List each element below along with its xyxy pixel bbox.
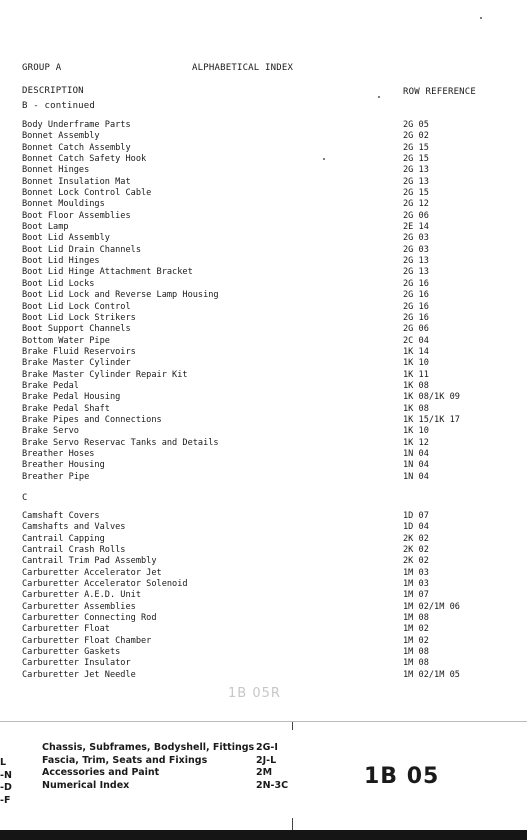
entry-row-reference: 2G 16	[403, 278, 429, 289]
entry-description: Brake Master Cylinder Repair Kit	[22, 369, 188, 380]
section-c-list	[22, 511, 502, 681]
entry-description: Brake Pedal	[22, 380, 79, 391]
index-entry	[22, 545, 502, 556]
footer-index-label: Fascia, Trim, Seats and Fixings	[42, 754, 208, 766]
index-entry	[22, 579, 502, 590]
entry-description: Brake Pedal Shaft	[22, 403, 110, 414]
entry-row-reference: 2G 06	[403, 210, 429, 221]
entry-description: Carburetter Accelerator Jet	[22, 567, 162, 578]
scan-edge-bar	[0, 830, 527, 840]
edge-letter: -F	[0, 794, 11, 806]
index-entry	[22, 267, 502, 278]
entry-row-reference: 2E 14	[403, 222, 429, 233]
entry-description: Carburetter Assemblies	[22, 601, 136, 612]
index-entry	[22, 165, 502, 176]
index-entry	[22, 404, 502, 415]
entry-row-reference: 1K 10	[403, 358, 429, 369]
entry-description: Cantrail Crash Rolls	[22, 545, 126, 556]
entry-row-reference: 2G 16	[403, 301, 429, 312]
scan-speck	[378, 96, 380, 98]
entry-row-reference: 1K 11	[403, 369, 429, 380]
entry-row-reference: 2G 15	[403, 188, 429, 199]
entry-row-reference: 1M 07	[403, 590, 429, 601]
scan-speck	[480, 17, 482, 19]
index-entry	[22, 199, 502, 210]
entry-row-reference: 2G 06	[403, 324, 429, 335]
entry-description: Boot Lid Lock Strikers	[22, 312, 136, 323]
entry-description: Bonnet Catch Assembly	[22, 142, 131, 153]
group-label: GROUP A	[22, 63, 62, 73]
entry-row-reference: 1N 04	[403, 471, 429, 482]
entry-description: Boot Lid Hinges	[22, 256, 100, 267]
entry-row-reference: 1N 04	[403, 460, 429, 471]
entry-description: Camshaft Covers	[22, 511, 100, 521]
entry-description: Cantrail Capping	[22, 533, 105, 544]
entry-description: Carburetter Float Chamber	[22, 635, 152, 646]
entry-row-reference: 2G 13	[403, 256, 429, 267]
entry-row-reference: 1K 14	[403, 346, 429, 357]
entry-row-reference: 1M 03	[403, 567, 429, 578]
edge-letter: -N	[0, 769, 12, 781]
faint-stamp: 1B 05R	[228, 686, 281, 701]
index-entry	[22, 415, 502, 426]
entry-row-reference: 1M 02	[403, 635, 429, 646]
entry-row-reference: 1K 08	[403, 403, 429, 414]
index-entry	[22, 449, 502, 460]
index-entry	[22, 177, 502, 188]
index-entry	[22, 143, 502, 154]
entry-row-reference: 2K 02	[403, 533, 429, 544]
entry-description: Boot Lid Assembly	[22, 233, 110, 244]
entry-row-reference: 1D 04	[403, 522, 429, 533]
entry-row-reference: 2G 15	[403, 142, 429, 153]
edge-letter: L	[0, 757, 7, 768]
entry-description: Breather Pipe	[22, 471, 90, 482]
entry-row-reference: 1M 02/1M 05	[403, 669, 460, 680]
index-entry	[22, 392, 502, 403]
entry-row-reference: 2G 03	[403, 244, 429, 255]
entry-row-reference: 2G 15	[403, 154, 429, 165]
entry-row-reference: 2G 16	[403, 312, 429, 323]
section-c-letter: C	[22, 493, 28, 503]
entry-description: Carburetter Jet Needle	[22, 669, 136, 680]
entry-row-reference: 2G 12	[403, 199, 429, 210]
entry-description: Bonnet Catch Safety Hook	[22, 154, 147, 165]
index-entry	[22, 245, 502, 256]
index-entry	[22, 154, 502, 165]
entry-description: Brake Servo Reservac Tanks and Details	[22, 437, 219, 448]
footer-index-code: 2G-I	[256, 742, 278, 753]
entry-row-reference: 2G 13	[403, 165, 429, 176]
index-entry	[22, 556, 502, 567]
footer-tick-mark-lower	[292, 818, 293, 830]
footer-index-row	[42, 767, 302, 780]
entry-description: Body Underframe Parts	[22, 120, 131, 130]
entry-row-reference: 1N 04	[403, 448, 429, 459]
index-entry	[22, 370, 502, 381]
index-entry	[22, 438, 502, 449]
entry-description: Bonnet Insulation Mat	[22, 176, 131, 187]
entry-description: Brake Pedal Housing	[22, 392, 121, 403]
footer-divider	[0, 721, 527, 722]
section-b-subheading: B - continued	[22, 101, 96, 111]
index-entry	[22, 534, 502, 545]
entry-description: Carburetter Gaskets	[22, 647, 121, 658]
index-entry	[22, 279, 502, 290]
entry-row-reference: 2K 02	[403, 545, 429, 556]
entry-description: Bonnet Assembly	[22, 131, 100, 142]
entry-description: Bonnet Lock Control Cable	[22, 188, 152, 199]
entry-description: Boot Support Channels	[22, 324, 131, 335]
entry-row-reference: 2G 05	[403, 120, 429, 130]
index-entry	[22, 381, 502, 392]
entry-description: Boot Lid Lock and Reverse Lamp Housing	[22, 290, 219, 301]
entry-row-reference: 1K 08	[403, 380, 429, 391]
page-title: ALPHABETICAL INDEX	[192, 63, 294, 73]
entry-description: Carburetter Connecting Rod	[22, 613, 157, 624]
index-entry	[22, 347, 502, 358]
footer-index-row	[42, 755, 302, 768]
entry-description: Boot Lid Hinge Attachment Bracket	[22, 267, 193, 278]
entry-row-reference: 1M 02/1M 06	[403, 601, 460, 612]
index-entry	[22, 188, 502, 199]
index-entry	[22, 313, 502, 324]
entry-row-reference: 1M 02	[403, 624, 429, 635]
entry-description: Boot Lid Drain Channels	[22, 244, 141, 255]
entry-description: Boot Lid Lock Control	[22, 301, 131, 312]
entry-description: Carburetter A.E.D. Unit	[22, 590, 141, 601]
index-entry	[22, 324, 502, 335]
entry-row-reference: 2G 13	[403, 176, 429, 187]
index-entry	[22, 636, 502, 647]
entry-description: Breather Housing	[22, 460, 105, 471]
footer-index-label: Numerical Index	[42, 779, 130, 791]
index-entry	[22, 256, 502, 267]
entry-row-reference: 2G 16	[403, 290, 429, 301]
index-entry	[22, 647, 502, 658]
index-entry	[22, 426, 502, 437]
entry-row-reference: 2C 04	[403, 335, 429, 346]
index-entry	[22, 602, 502, 613]
entry-description: Boot Floor Assemblies	[22, 210, 131, 221]
entry-description: Brake Master Cylinder	[22, 358, 131, 369]
index-entry	[22, 336, 502, 347]
index-entry	[22, 670, 502, 681]
entry-description: Brake Servo	[22, 426, 79, 437]
footer-index-code: 2J-L	[256, 754, 277, 766]
entry-description: Bottom Water Pipe	[22, 335, 110, 346]
index-entry	[22, 658, 502, 669]
entry-description: Breather Hoses	[22, 448, 95, 459]
entry-description: Boot Lid Locks	[22, 278, 95, 289]
index-entry	[22, 568, 502, 579]
footer-index-row	[42, 742, 302, 755]
entry-row-reference: 1M 08	[403, 647, 429, 658]
entry-description: Carburetter Insulator	[22, 658, 131, 669]
footer-section-index	[42, 742, 302, 792]
entry-row-reference: 1M 08	[403, 658, 429, 669]
index-entry	[22, 211, 502, 222]
entry-row-reference: 1D 07	[403, 511, 429, 521]
entry-row-reference: 1M 03	[403, 579, 429, 590]
entry-row-reference: 2G 13	[403, 267, 429, 278]
entry-description: Boot Lamp	[22, 222, 69, 233]
edge-letter: -D	[0, 782, 12, 793]
entry-row-reference: 1K 10	[403, 426, 429, 437]
edge-letters	[0, 757, 12, 807]
footer-index-code: 2M	[256, 767, 273, 778]
index-entry	[22, 358, 502, 369]
index-entry	[22, 472, 502, 483]
entry-description: Cantrail Trim Pad Assembly	[22, 556, 157, 567]
index-entry	[22, 222, 502, 233]
entry-description: Carburetter Float	[22, 624, 110, 635]
entry-description: Bonnet Hinges	[22, 165, 90, 176]
entry-row-reference: 1K 15/1K 17	[403, 414, 460, 425]
entry-row-reference: 1K 08/1K 09	[403, 392, 460, 403]
index-entry	[22, 131, 502, 142]
page-code: 1B 05	[364, 764, 440, 789]
description-column-heading: DESCRIPTION	[22, 86, 84, 96]
entry-description: Camshafts and Valves	[22, 522, 126, 533]
entry-description: Carburetter Accelerator Solenoid	[22, 579, 188, 590]
entry-row-reference: 2K 02	[403, 556, 429, 567]
index-entry	[22, 302, 502, 313]
row-reference-column-heading: ROW REFERENCE	[403, 87, 477, 97]
footer-index-code: 2N-3C	[256, 779, 289, 791]
entry-description: Brake Fluid Reservoirs	[22, 346, 136, 357]
entry-row-reference: 2G 02	[403, 131, 429, 142]
footer-index-row	[42, 780, 302, 793]
index-entry	[22, 613, 502, 624]
index-entry	[22, 624, 502, 635]
footer-index-label: Chassis, Subframes, Bodyshell, Fittings	[42, 742, 255, 753]
index-entry	[22, 590, 502, 601]
index-entry	[22, 290, 502, 301]
footer-index-label: Accessories and Paint	[42, 767, 160, 778]
entry-description: Brake Pipes and Connections	[22, 414, 162, 425]
entry-description: Bonnet Mouldings	[22, 199, 105, 210]
entry-row-reference: 1K 12	[403, 437, 429, 448]
index-entry	[22, 460, 502, 471]
index-entry	[22, 522, 502, 533]
entry-row-reference: 2G 03	[403, 233, 429, 244]
index-entry	[22, 120, 502, 131]
scan-speck	[323, 158, 325, 160]
index-entry	[22, 511, 502, 522]
section-b-list	[22, 120, 502, 483]
index-entry	[22, 233, 502, 244]
entry-row-reference: 1M 08	[403, 613, 429, 624]
footer-tick-mark	[292, 722, 293, 730]
